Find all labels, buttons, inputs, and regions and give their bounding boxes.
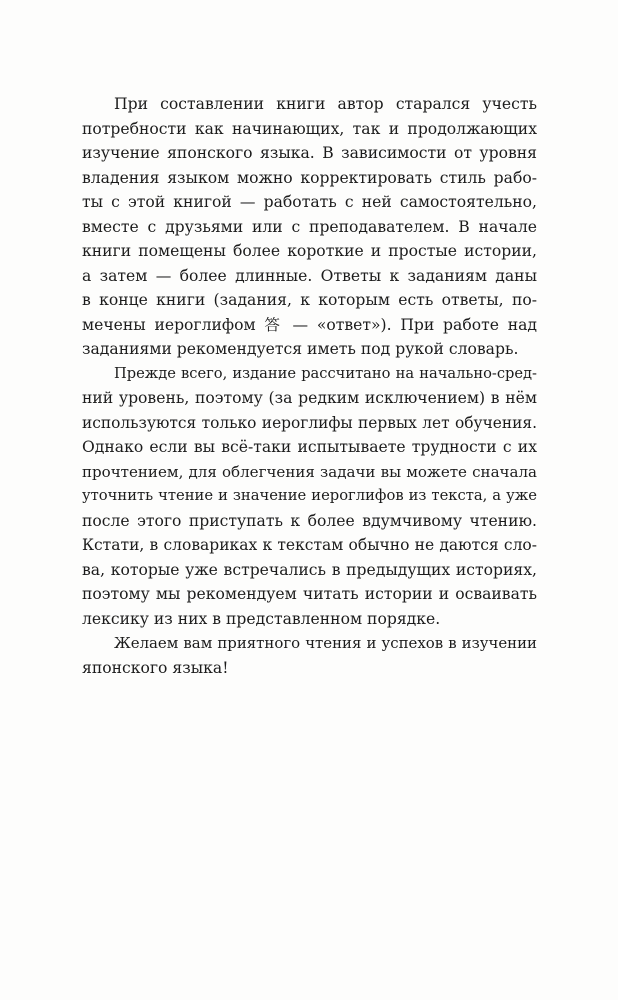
text-line: в конце книги (задания, к которым есть ответы, по- (82, 291, 537, 309)
text-line: используются только иероглифы первых лет обучения. (82, 413, 537, 432)
paragraph-2 (82, 362, 537, 632)
text-line: потребности как начинающих, так и продолжающих (82, 119, 537, 138)
text-line: изучение японского языка. В зависимости от уровня (82, 144, 537, 162)
text-line: лексику из них в представленном порядке. (82, 609, 441, 628)
text-line: Однако если вы всё-таки испытываете трудности с их (82, 438, 537, 456)
text-line: вместе с друзьями или с преподавателем. В начале (82, 217, 537, 236)
text-line: При составлении книги автор старался учесть (114, 95, 537, 113)
text-line: а затем — более длинные. Ответы к заданиям даны (82, 266, 537, 285)
text-line: ний уровень, поэтому (за редким исключением) в нём (82, 389, 537, 407)
text-line: ты с этой книгой — работать с ней самостоятельно, (82, 193, 537, 211)
text-line: заданиями рекомендуется иметь под рукой словарь. (82, 340, 519, 358)
text-line: мечены иероглифом 答 — «ответ»). При работе над (82, 315, 537, 334)
text-line: после этого приступать к более вдумчивому чтению. (82, 511, 537, 530)
paragraph-3 (82, 631, 537, 680)
text-line: ва, которые уже встречались в предыдущих историях, (82, 560, 537, 579)
text-line: уточнить чтение и значение иероглифов из текста, а уже (82, 487, 537, 504)
text-line: прочтением, для облегчения задачи вы можете сначала (82, 462, 537, 481)
text-line: японского языка! (82, 658, 229, 677)
text-line: книги помещены более короткие и простые истории, (82, 242, 537, 260)
text-line: Желаем вам приятного чтения и успехов в изучении (114, 634, 537, 652)
text-line: владения языком можно корректировать стиль рабо- (82, 168, 537, 187)
text-line: Кстати, в словариках к текстам обычно не даются сло- (82, 536, 537, 554)
paragraph-1 (82, 92, 537, 362)
text-line: Прежде всего, издание рассчитано на начально-сред- (114, 364, 537, 382)
text-line: поэтому мы рекомендуем читать истории и осваивать (82, 585, 537, 603)
preface-text (82, 92, 537, 680)
